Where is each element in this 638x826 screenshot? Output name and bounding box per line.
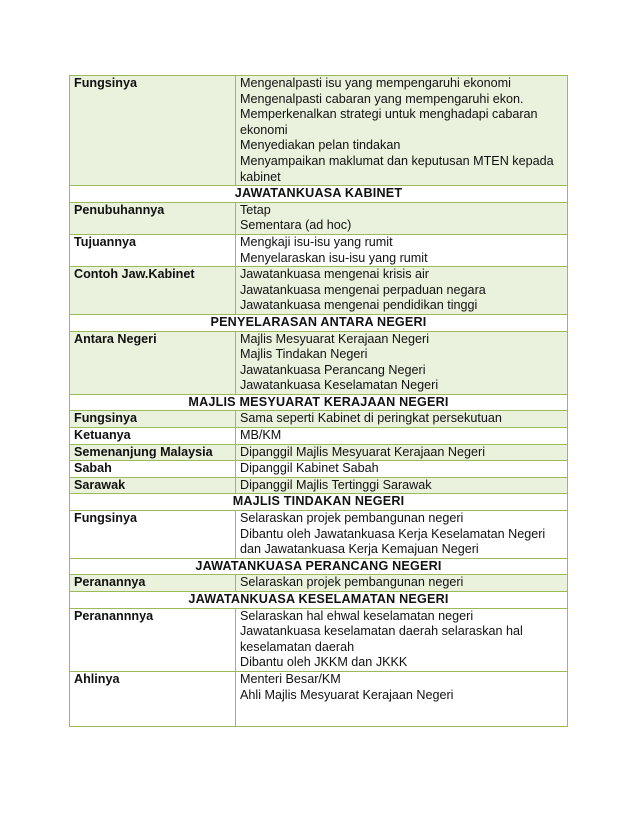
table-row	[70, 411, 568, 428]
value-line: Majlis Tindakan Negeri	[240, 347, 368, 362]
table-row	[70, 444, 568, 461]
row-label: Fungsinya	[70, 76, 236, 186]
value-line: Jawatankuasa mengenai krisis air	[240, 267, 429, 282]
section-header: JAWATANKUASA PERANCANG NEGERI	[70, 558, 568, 575]
value-line: Menyampaikan maklumat dan keputusan MTEN kepada kabinet	[240, 153, 554, 184]
row-value	[236, 331, 568, 394]
document-table	[69, 75, 568, 727]
value-line: Dibantu oleh Jawatankuasa Kerja Keselamatan Negeri dan Jawatankuasa Kerja Kemajuan Negeri	[240, 526, 546, 557]
row-value	[236, 76, 568, 186]
section-header: MAJLIS MESYUARAT KERAJAAN NEGERI	[70, 394, 568, 411]
value-line: Ahli Majlis Mesyuarat Kerajaan Negeri	[240, 687, 454, 702]
row-value	[236, 575, 568, 592]
section-header-row	[70, 314, 568, 331]
row-value	[236, 411, 568, 428]
row-label: Penubuhannya	[70, 202, 236, 234]
row-value	[236, 444, 568, 461]
value-line: Tetap	[240, 202, 271, 217]
value-line: Selaraskan hal ehwal keselamatan negeri	[240, 608, 474, 623]
row-label: Ahlinya	[70, 671, 236, 726]
value-line: Memperkenalkan strategi untuk menghadapi cabaran ekonomi	[240, 107, 538, 137]
value-line: Majlis Mesyuarat Kerajaan Negeri	[240, 331, 429, 346]
value-line: Jawatankuasa Perancang Negeri	[240, 362, 426, 377]
table-row	[70, 671, 568, 726]
row-label: Peranannya	[70, 575, 236, 592]
table-row	[70, 267, 568, 315]
value-line: Dipanggil Kabinet Sabah	[240, 461, 379, 476]
table-row	[70, 202, 568, 234]
row-value	[236, 511, 568, 559]
row-label: Peranannnya	[70, 608, 236, 671]
value-line: Menyelaraskan isu-isu yang rumit	[240, 250, 428, 265]
value-line: Selaraskan projek pembangunan negeri	[240, 511, 464, 526]
row-value	[236, 477, 568, 494]
table-row	[70, 331, 568, 394]
row-label: Antara Negeri	[70, 331, 236, 394]
value-line: Jawatankuasa mengenai pendidikan tinggi	[240, 298, 478, 313]
row-value	[236, 267, 568, 315]
row-label: Sabah	[70, 461, 236, 478]
value-line: MB/KM	[240, 428, 282, 443]
row-value	[236, 428, 568, 445]
row-label: Fungsinya	[70, 511, 236, 559]
value-line: Mengenalpasti isu yang mempengaruhi ekonomi	[240, 76, 511, 90]
value-line: Dipanggil Majlis Mesyuarat Kerajaan Negeri	[240, 444, 485, 459]
table-body	[70, 76, 568, 727]
section-header: JAWATANKUASA KESELAMATAN NEGERI	[70, 592, 568, 609]
value-line: Sementara (ad hoc)	[240, 218, 352, 233]
table-row	[70, 511, 568, 559]
value-line: Sama seperti Kabinet di peringkat persekutuan	[240, 411, 502, 426]
row-label: Semenanjung Malaysia	[70, 444, 236, 461]
section-header-row	[70, 558, 568, 575]
section-header-row	[70, 494, 568, 511]
table-row	[70, 461, 568, 478]
row-label: Ketuanya	[70, 428, 236, 445]
section-header: JAWATANKUASA KABINET	[70, 186, 568, 203]
row-value	[236, 234, 568, 266]
table-row	[70, 575, 568, 592]
row-value	[236, 671, 568, 726]
value-line: Dipanggil Majlis Tertinggi Sarawak	[240, 477, 432, 492]
value-line: Selaraskan projek pembangunan negeri	[240, 575, 464, 590]
section-header-row	[70, 592, 568, 609]
value-line: Menteri Besar/KM	[240, 671, 341, 686]
value-line: Dibantu oleh JKKM dan JKKK	[240, 655, 408, 670]
section-header-row	[70, 394, 568, 411]
value-line: Jawatankuasa keselamatan daerah selaraskan hal keselamatan daerah	[240, 624, 523, 654]
value-line: Mengkaji isu-isu yang rumit	[240, 234, 393, 249]
row-label: Tujuannya	[70, 234, 236, 266]
row-label: Contoh Jaw.Kabinet	[70, 267, 236, 315]
value-line: Menyediakan pelan tindakan	[240, 138, 401, 153]
table-row	[70, 234, 568, 266]
row-value	[236, 461, 568, 478]
row-value	[236, 608, 568, 671]
section-header: PENYELARASAN ANTARA NEGERI	[70, 314, 568, 331]
section-header: MAJLIS TINDAKAN NEGERI	[70, 494, 568, 511]
section-header-row	[70, 186, 568, 203]
row-value	[236, 202, 568, 234]
table-row	[70, 76, 568, 186]
table-row	[70, 477, 568, 494]
row-label: Fungsinya	[70, 411, 236, 428]
value-line: Jawatankuasa mengenai perpaduan negara	[240, 282, 486, 297]
row-label: Sarawak	[70, 477, 236, 494]
value-line: Mengenalpasti cabaran yang mempengaruhi ekon.	[240, 91, 524, 106]
table-row	[70, 428, 568, 445]
table-row	[70, 608, 568, 671]
value-line: Jawatankuasa Keselamatan Negeri	[240, 378, 439, 393]
